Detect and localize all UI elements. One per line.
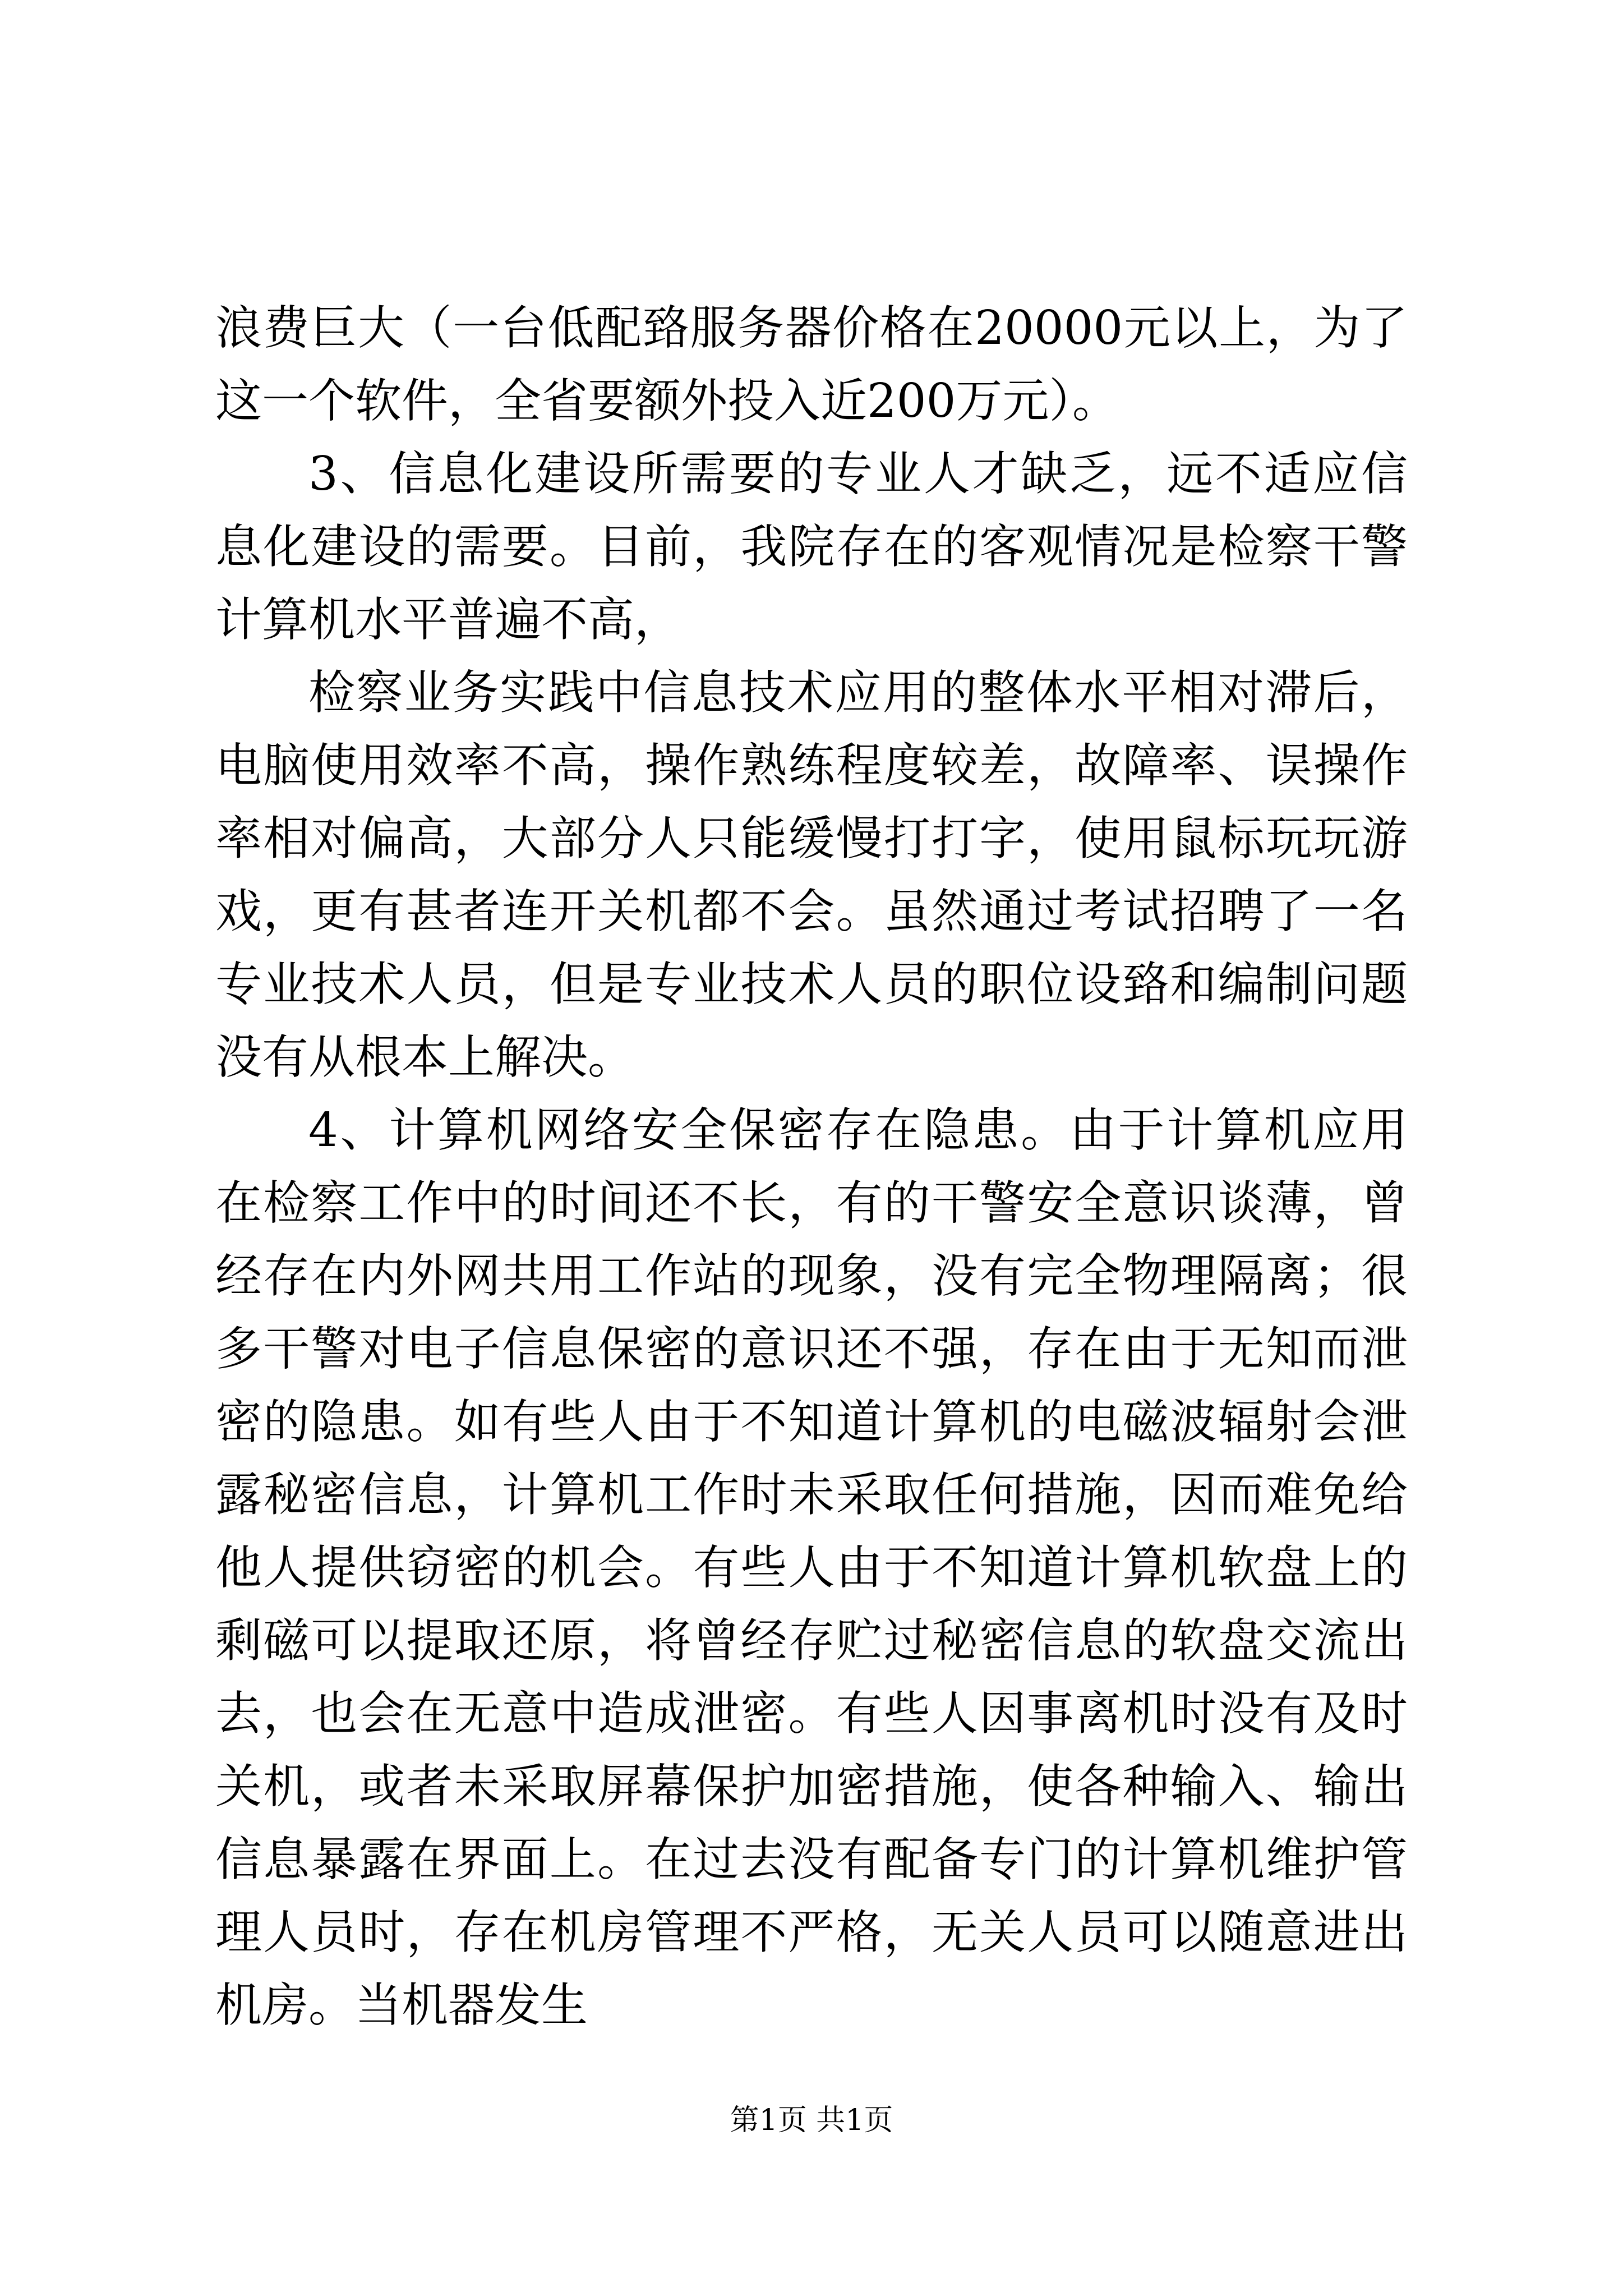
paragraph-item-3-continued: 检察业务实践中信息技术应用的整体水平相对滞后，电脑使用效率不高，操作熟练程度较差，故障率、误操作率相对偏高，大部分人只能缓慢打打字，使用鼠标玩玩游戏，更有甚者连开关机都不会。虽然通过考试招聘了一名专业技术人员，但是专业技术人员的职位设臵和编制问题没有从根本上解决。 bbox=[215, 665, 1408, 1084]
page-footer: 第1页 共1页 bbox=[730, 2104, 893, 2137]
paragraph-item-3: 3、信息化建设所需要的专业人才缺乏，远不适应信息化建设的需要。目前，我院存在的客观情况是检察干警计算机水平普遍不高， bbox=[215, 447, 1408, 647]
paragraph-item-4: 4、计算机网络安全保密存在隐患。由于计算机应用在检察工作中的时间还不长，有的干警安全意识谈薄，曾经存在内外网共用工作站的现象，没有完全物理隔离；很多干警对电子信息保密的意识还不强，存在由于无知而泄密的隐患。如有些人由于不知道计算机的电磁波辐射会泄露秘密信息，计算机工作时未采取任何措施，因而难免给他人提供窃密的机会。有些人由于不知道计算机软盘上的剩磁可以提取还原，将曾经存贮过秘密信息的软盘交流出去，也会在无意中造成泄密。有些人因事离机时没有及时关机，或者未采取屏幕保护加密措施，使各种输入、输出信息暴露在界面上。在过去没有配备专门的计算机维护管理人员时，存在机房管理不严格，无关人员可以随意进出机房。当机器发生 bbox=[215, 1103, 1408, 2032]
document-body bbox=[215, 292, 1408, 2042]
paragraph-continuation: 浪费巨大（一台低配臵服务器价格在20000元以上，为了这一个软件，全省要额外投入近200万元）。 bbox=[215, 301, 1408, 428]
